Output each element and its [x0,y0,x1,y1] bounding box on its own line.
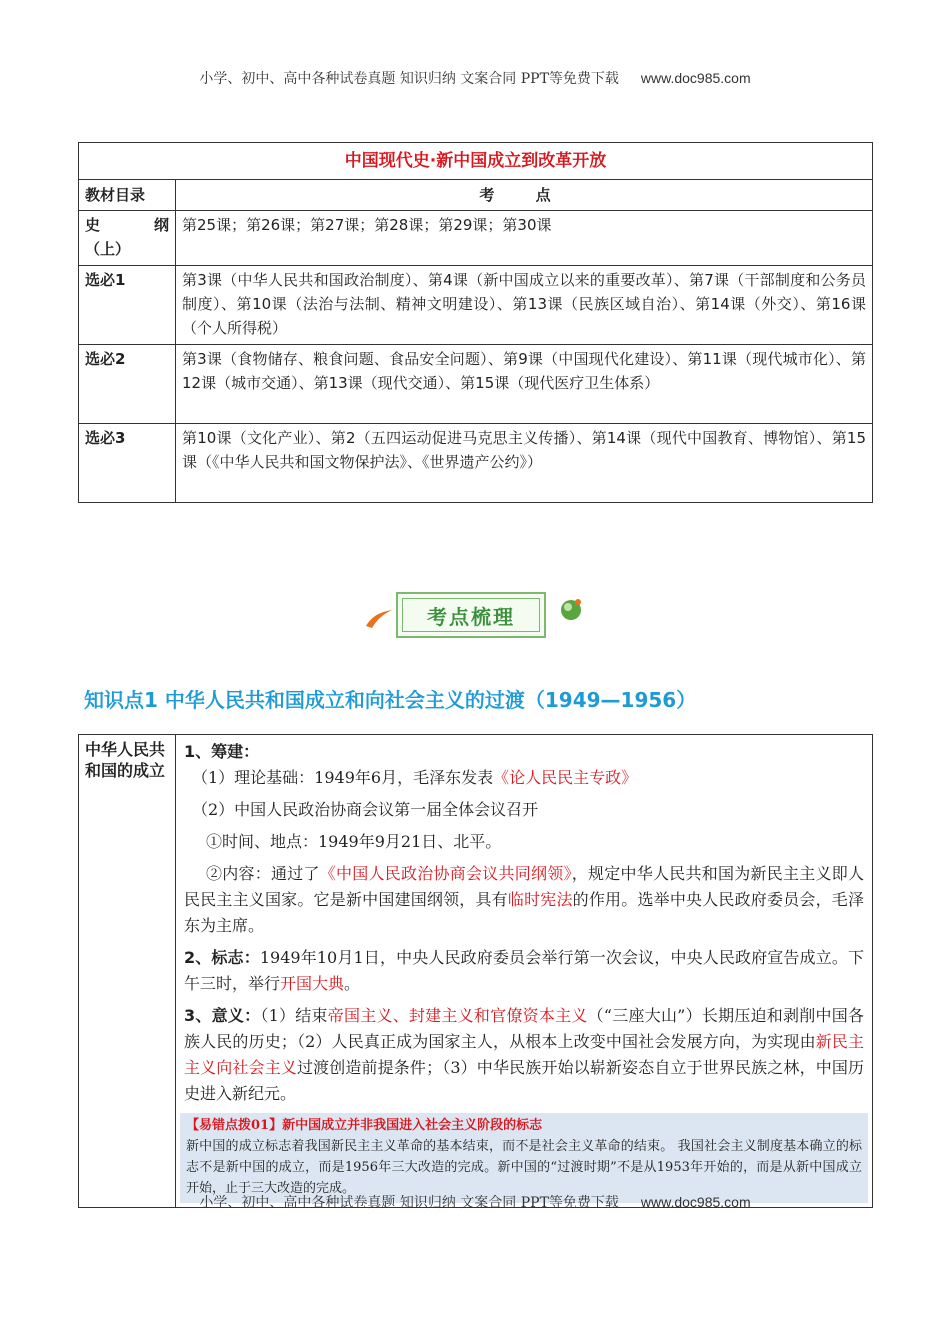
text-span: （1）理论基础：1949年6月，毛泽东发表 [192,768,494,787]
text-span: 过渡创造前提条件；（3）中华民族开始以崭新姿态自立于世界民族之林，中国历史进入新纪元。 [184,1058,864,1103]
text-span: （“三座大山”）长期压迫和剥削中国各族人民的历史；（2）人民真正成为国家主人，从根本上改变中国社会发展方向，为实现由 [184,1006,864,1051]
s1-title: 1、筹建： [184,742,260,761]
row-label: 选必2 [79,345,176,424]
s1-meeting: （2）中国人民政治协商会议第一届全体会议召开 [192,800,539,819]
text-span: 1949年10月1日，中央人民政府委员会举行第一次会议，中央人民政府宣告成立。下午三时，举行 [184,948,864,993]
highlight-text: 开国大典 [280,974,345,993]
text-span: 。 [344,974,361,993]
highlight-text: 《论人民民主专政》 [493,768,638,787]
highlight-text: 《中国人民政治协商会议共同纲领》 [319,864,572,883]
table-row [79,211,873,266]
table-row [79,424,873,503]
highlight-text: 临时宪法 [507,890,573,909]
page-footer [0,1192,950,1212]
curriculum-table [78,142,873,503]
s2-title: 2、标志： [184,948,260,967]
row-content: 第3课（中华人民共和国政治制度）、第4课（新中国成立以来的重要改革）、第7课（干部制度和公务员制度）、第10课（法治与法制、精神文明建设）、第13课（民族区域自治）、第14课（外交）、第16课（个人所得税） [176,266,873,345]
text-span: ，规定中华人民共和国为新民主主义即人民民主主义国家。它是新中国建国纲领，具有 [184,864,864,909]
s3-paragraph [184,1003,864,1107]
table-row [79,266,873,345]
s2-paragraph [184,945,864,997]
tip-title: 【易错点拨01】新中国成立并非我国进入社会主义阶段的标志 [186,1118,543,1133]
s1-content [184,861,864,939]
header-text: 小学、初中、高中各种试卷真题 知识归纳 文案合同 PPT等免费下载 [199,71,619,87]
highlight-text: 新民主主义向社会主义 [184,1032,864,1077]
decorative-ball-icon [558,596,584,622]
text-span: 的作用。选举中央人民政府委员会，毛泽东为主席。 [184,890,864,935]
row-content: 第25课；第26课；第27课；第28课；第29课；第30课 [176,211,873,266]
side-label: 中华人民共和国的成立 [79,735,176,1208]
s3-title: 3、意义： [184,1006,261,1025]
badge-label: 考点梳理 [402,598,540,632]
knowledge-table [78,734,873,1208]
table-title: 中国现代史·新中国成立到改革开放 [79,143,873,180]
row-label-part: （上） [85,240,131,258]
section-badge [364,586,586,646]
text-span: （1）结束 [260,1006,328,1025]
tip-body: 新中国的成立标志着我国新民主主义革命的基本结束，而不是社会主义革命的结束。 我国社会主义制度基本确立的标志不是新中国的成立，而是1956年三大改造的完成。新中国的“过渡时期”不是从1953年开始的，而是从新中国成立开始，止于三大改造的完成。 [186,1139,862,1196]
footer-text: 小学、初中、高中各种试卷真题 知识归纳 文案合同 PPT等免费下载 [199,1195,619,1211]
row-label [79,211,176,266]
s1-time-place: ①时间、地点：1949年9月21日、北平。 [206,832,502,851]
error-tip-box [180,1113,868,1203]
table-row [79,345,873,424]
col-header-points: 考 点 [176,180,873,211]
brush-stroke-icon [364,606,394,630]
row-content: 第3课（食物储存、粮食问题、食品安全问题）、第9课（中国现代化建设）、第11课（现代城市化）、第12课（城市交通）、第13课（现代交通）、第15课（现代医疗卫生体系） [176,345,873,424]
badge-frame [396,592,546,638]
page-header [0,68,950,88]
row-label-part: 史 [85,216,101,234]
row-label: 选必1 [79,266,176,345]
row-content: 第10课（文化产业）、第2（五四运动促进马克思主义传播）、第14课（现代中国教育、博物馆）、第15课（《中华人民共和国文物保护法》、《世界遗产公约》） [176,424,873,503]
row-label: 选必3 [79,424,176,503]
highlight-text: 帝国主义、封建主义和官僚资本主义 [327,1006,588,1025]
text-span: ②内容：通过了 [206,864,320,883]
s1-basis [184,765,864,791]
knowledge-body [176,735,873,1208]
header-url[interactable]: www.doc985.com [640,70,751,86]
col-header-textbook: 教材目录 [79,180,176,211]
footer-url[interactable]: www.doc985.com [640,1194,751,1210]
row-label-part: 纲 [153,216,169,234]
section-title: 知识点1 中华人民共和国成立和向社会主义的过渡（1949—1956） [84,688,697,712]
